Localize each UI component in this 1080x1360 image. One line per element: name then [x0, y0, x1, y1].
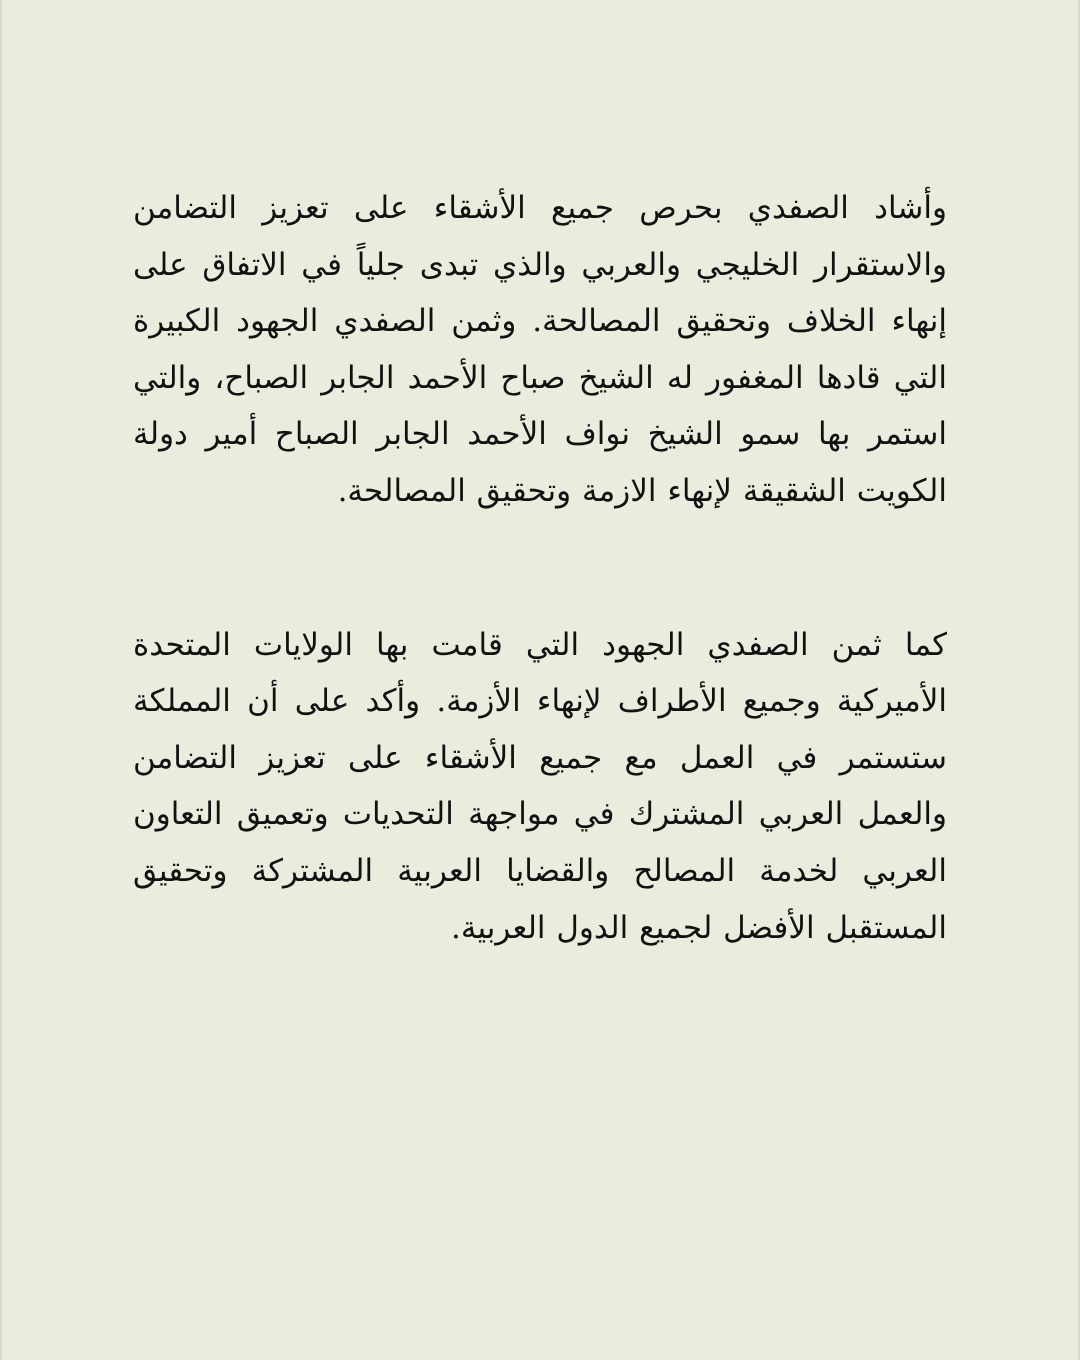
article-paragraph-2: كما ثمن الصفدي الجهود التي قامت بها الولايات المتحدة الأميركية وجميع الأطراف لإنهاء الأزمة. وأكد على أن المملكة ستستمر في العمل مع جميع الأشقاء على تعزيز التضامن والعمل العربي المشترك في مواجهة التحديات وتعميق التعاون العربي لخدمة المصالح والقضايا العربية المشتركة وتحقيق المستقبل الأفضل لجميع الدول العربية.: [133, 626, 947, 946]
left-edge-divider: [0, 0, 2, 1360]
article-paragraph-1: وأشاد الصفدي بحرص جميع الأشقاء على تعزيز التضامن والاستقرار الخليجي والعربي والذي تبدى جلياً في الاتفاق على إنهاء الخلاف وتحقيق المصالحة. وثمن الصفدي الجهود الكبيرة التي قادها المغفور له الشيخ صباح الأحمد الجابر الصباح، والتي استمر بها سمو الشيخ نواف الأحمد الجابر الصباح أمير دولة الكويت الشقيقة لإنهاء الازمة وتحقيق المصالحة.: [133, 190, 947, 509]
article-body: [133, 180, 947, 956]
